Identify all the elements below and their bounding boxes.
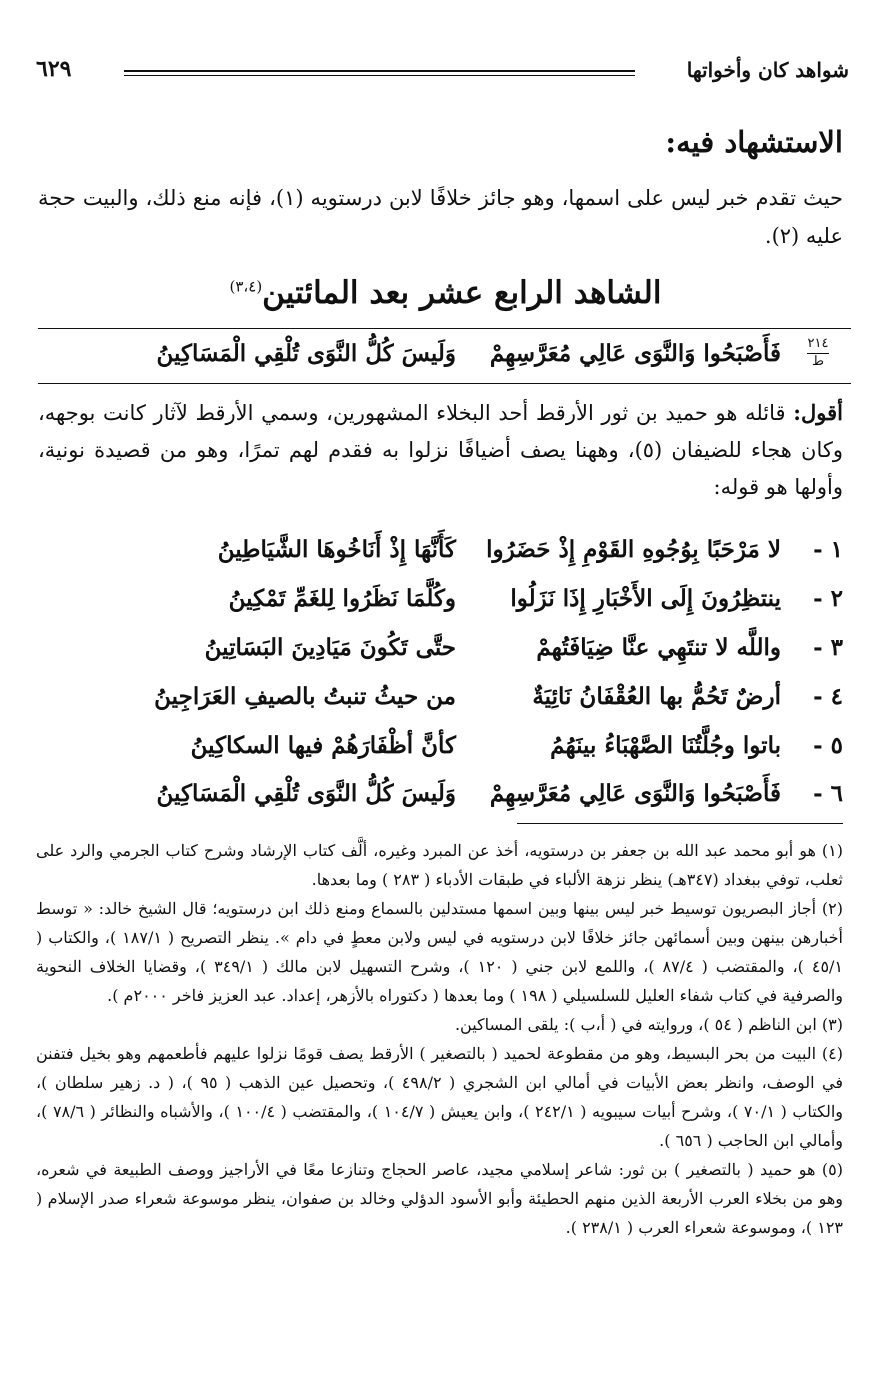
hemistich-right: لا مَرْحَبًا بِوُجُوهِ القَوْمِ إِذْ حَضَرُوا [486, 536, 781, 563]
footnote: (٢) أجاز البصريون توسيط خبر ليس بينها وبين اسمها مستدلين بالسماع ومنع ذلك ابن درستويه؛ قال الشيخ خالد: « توسط أخبارهن بينهن وبين أسمائهن جائز خلافًا لابن درستويه في ليس ولابن معطٍ في دام ». ينظر التصريح ( ١٨٧/١ )، والكتاب ( ٤٥/١ )، والمقتضب ( ٨٧/٤ )، واللمع لابن جني ( ١٢٠ )، وشرح التسهيل لابن مالك ( ٣٤٩/١ )، وقضايا الخلاف النحوية والصرفية في كتاب شفاء العليل للسلسيلي ( ١٩٨ ) وما بعدها ( دكتوراه بالأزهر، إعداد. عبد العزيز فاخر ٢٠٠٠م ). [36, 899, 844, 1005]
verse-number: ٢ - [813, 585, 843, 612]
hemistich-right: فَأَصْبَحُوا وَالنَّوَى عَالِي مُعَرَّسِهِمْ [489, 780, 781, 807]
witness-ref-letter: ط [807, 353, 829, 370]
poem-verse [0, 585, 891, 625]
hemistich-left: كأنَّ أظْفَارَهُمْ فيها السكاكِينُ [190, 732, 456, 759]
footnote: (٣) ابن الناظم ( ٥٤ )، وروايته في ( أ،ب ): يلقى المساكين. [454, 1015, 843, 1034]
witness-verse [0, 340, 891, 380]
section-paragraph: حيث تقدم خبر ليس على اسمها، وهو جائز خلافًا لابن درستويه (١)، فإنه منع ذلك، والبيت حجة عليه (٢). [38, 186, 844, 248]
witness-title-text: الشاهد الرابع عشر بعد المائتين [262, 275, 662, 311]
running-header [36, 56, 849, 90]
verse-bottom-rule [38, 383, 851, 384]
commentary-text: قائله هو حميد بن ثور الأرقط أحد البخلاء المشهورين، وسمي الأرقط لآثار كانت بوجهه، وكان هجاء للضيفان (٥)، وههنا يصف أضيافًا نزلوا به فقدم لهم تمرًا، وهو من قصيدة نونية، وأولها هو قوله: [38, 401, 843, 499]
commentary-lead: أقول: [793, 400, 843, 425]
commentary [38, 394, 843, 506]
hemistich-left: من حيثُ تنبتُ بالصيفِ العَرَاجِينُ [154, 683, 456, 710]
verse-number: ٣ - [813, 634, 843, 661]
witness-ref-number: ٢١٤ [807, 336, 829, 351]
witness-title-note: (٣،٤) [229, 277, 263, 296]
hemistich-left: وكُلَّمَا نَظَرُوا لِلغَمِّ تَمْكِينُ [228, 585, 456, 612]
witness-title [0, 275, 891, 311]
verse-number: ٤ - [813, 683, 843, 710]
verse-number: ١ - [813, 536, 843, 563]
witness-hemistich-left: وَلَيسَ كُلُّ النَّوَى تُلْقِي الْمَسَاكِينُ [156, 340, 456, 367]
hemistich-left: كَأَنَّهَا إِذْ أَنَاخُوهَا الشَّيَاطِينُ [217, 536, 456, 563]
poem-verse [0, 732, 891, 772]
hemistich-right: أرضٌ تَحُمُّ بها العُقْفَانُ نَائِيَةٌ [532, 683, 781, 710]
page-number: ٦٢٩ [36, 56, 72, 82]
footnote: (٤) البيت من بحر البسيط، وهو من مقطوعة لحميد ( بالتصغير ) الأرقط يصف قومًا نزلوا عليهم فأطعمهم وهو بخيل فتفنن في الوصف، وانظر بعض الأبيات في أمالي ابن الشجري ( ٤٩٨/٢ )، وتحصيل عين الذهب ( ٩٥ )، ( د. زهير سلطان )، والكتاب ( ٧٠/١ )، وشرح أبيات سيبويه ( ٢٤٢/١ )، وابن يعيش ( ١٠٤/٧ )، والمقتضب ( ١٠٠/٤ )، والأشباه والنظائر ( ٧٨/٦ )، وأمالي ابن الحاجب ( ٦٥٦ ). [36, 1044, 843, 1150]
footnote: (٥) هو حميد ( بالتصغير ) بن ثور: شاعر إسلامي مجيد، عاصر الحجاج وتنازعا معًا في الأراجيز ووصف الطبيعة في شعره، وهو من بخلاء العرب الأربعة الذين منهم الحطيئة وأبو الأسود الدؤلي وخالد بن صفوان، ينظر موسوعة شعراء صدر الإسلام ( ١٢٣ )، وموسوعة شعراء العرب ( ٢٣٨/١ ). [36, 1160, 844, 1237]
witness-hemistich-right: فَأَصْبَحُوا وَالنَّوَى عَالِي مُعَرَّسِهِمْ [489, 340, 781, 367]
verse-number: ٦ - [813, 780, 843, 807]
hemistich-right: باتوا وجُلَّتُنَا الصَّهْبَاءُ بينَهُمُ [550, 732, 781, 759]
hemistich-left: وَلَيسَ كُلُّ النَّوَى تُلْقِي الْمَسَاكِينُ [156, 780, 456, 807]
poem-verse [0, 536, 891, 576]
verse-number: ٥ - [813, 732, 843, 759]
hemistich-left: حتَّى تَكُونَ مَيَادِينَ البَسَاتِينُ [204, 634, 456, 661]
hemistich-right: ينتظِرُونَ إِلَى الأَخْبَارِ إِذَا نَزَلُوا [510, 585, 781, 612]
poem-verse [0, 683, 891, 723]
poem-verse [0, 780, 891, 820]
verse-top-rule [38, 328, 851, 329]
running-title: شواهد كان وأخواتها [686, 58, 849, 82]
header-rule [124, 70, 635, 76]
section-heading: الاستشهاد فيه: [665, 125, 843, 159]
footnotes [36, 836, 843, 1242]
hemistich-right: واللَّه لا تنتَهِي عنَّا ضِيَافَتُهمْ [536, 634, 781, 661]
footnote-separator [517, 823, 843, 824]
poem-verse [0, 634, 891, 674]
footnote: (١) هو أبو محمد عبد الله بن جعفر بن درستويه، أخذ عن المبرد وغيره، ألَّف كتاب الإرشاد وشرح كتاب الجرمي والرد على ثعلب، توفي ببغداد (٣٤٧هـ) ينظر نزهة الألباء في طبقات الأدباء ( ٢٨٣ ) وما بعدها. [36, 841, 843, 889]
